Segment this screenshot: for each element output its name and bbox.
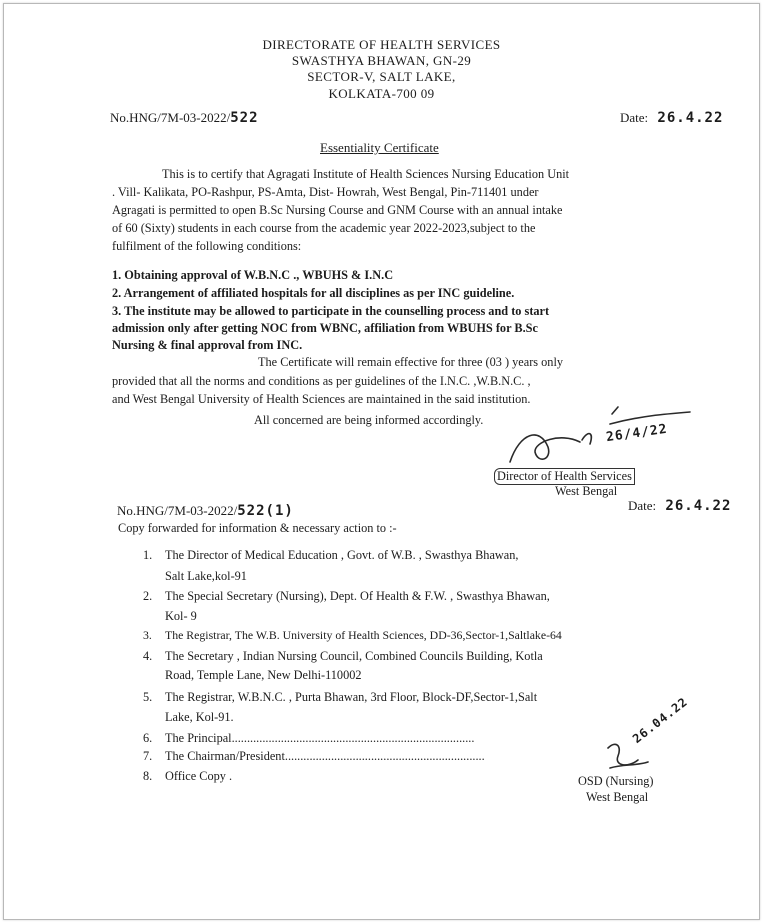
certificate-title: Essentiality Certificate — [320, 140, 439, 155]
condition-3-line-2: admission only after getting NOC from WBNC, affiliation from WBUHS for B.Sc — [112, 321, 538, 335]
body-line-1: This is to certify that Agragati Institute of Health Sciences Nursing Education Unit — [162, 167, 570, 181]
header-line-1: DIRECTORATE OF HEALTH SERVICES — [262, 37, 501, 52]
recipient-1: 1. The Director of Medical Education , Govt. of W.B. , Swasthya Bhawan, — [143, 548, 519, 562]
recipient-4-line-2: Road, Temple Lane, New Delhi-110002 — [165, 668, 362, 682]
recipient-6: 6. The Principal............................................................................... — [143, 731, 475, 745]
condition-3-line-1: 3. The institute may be allowed to participate in the counselling process and to start — [112, 304, 550, 318]
recipient-7: 7. The Chairman/President................................................................. — [143, 749, 485, 763]
recipient-4: 4. The Secretary , Indian Nursing Council, Combined Councils Building, Kotla — [143, 649, 543, 663]
informed-line: All concerned are being informed accordingly. — [254, 413, 484, 427]
recipient-3: 3. The Registrar, The W.B. University of Health Sciences, DD-36,Sector-1,Saltlake-64 — [143, 628, 562, 642]
date-1-handwritten: 26.4.22 — [657, 110, 724, 126]
director-handwritten-date: 26/4/22 — [605, 421, 669, 446]
reference-number-1-handwritten: 522 — [230, 110, 259, 126]
reference-number-2: No.HNG/7M-03-2022/522(1) — [117, 503, 294, 519]
body-line-5: fulfilment of the following conditions: — [112, 239, 302, 253]
director-place: West Bengal — [555, 484, 618, 498]
validity-line-1: The Certificate will remain effective for three (03 ) years only — [258, 355, 564, 369]
osd-title: OSD (Nursing) — [578, 774, 654, 788]
body-line-2: . Vill- Kalikata, PO-Rashpur, PS-Amta, Dist- Howrah, West Bengal, Pin-711401 under — [112, 185, 539, 199]
reference-number-1: No.HNG/7M-03-2022/522 — [110, 110, 259, 126]
reference-number-2-handwritten: 522(1) — [237, 503, 294, 519]
copy-forward-line: Copy forwarded for information & necessary action to :- — [118, 521, 397, 535]
recipient-5: 5. The Registrar, W.B.N.C. , Purta Bhawan, 3rd Floor, Block-DF,Sector-1,Salt — [143, 690, 538, 704]
date-2: Date: 26.4.22 — [628, 498, 732, 514]
header-line-2: SWASTHYA BHAWAN, GN-29 — [291, 53, 472, 68]
condition-2: 2. Arrangement of affiliated hospitals for all disciplines as per INC guideline. — [112, 286, 515, 300]
date-2-handwritten: 26.4.22 — [665, 498, 732, 514]
header-line-4: KOLKATA-700 09 — [328, 86, 435, 101]
director-title: Director of Health Services — [494, 468, 635, 485]
recipient-8: 8. Office Copy . — [143, 769, 233, 783]
osd-place: West Bengal — [586, 790, 649, 804]
validity-line-2: provided that all the norms and conditions as per guidelines of the I.N.C. ,W.B.N.C. , — [112, 374, 531, 388]
recipient-1-line-2: Salt Lake,kol-91 — [165, 569, 247, 583]
header-line-3: SECTOR-V, SALT LAKE, — [307, 69, 456, 84]
osd-handwritten-date: 26.04.22 — [630, 694, 691, 747]
validity-line-3: and West Bengal University of Health Sciences are maintained in the said institution. — [112, 392, 531, 406]
date-1: Date: 26.4.22 — [620, 110, 724, 126]
recipient-2-line-2: Kol- 9 — [165, 609, 197, 623]
body-line-3: Agragati is permitted to open B.Sc Nursing Course and GNM Course with an annual intake — [112, 203, 563, 217]
condition-1: 1. Obtaining approval of W.B.N.C ., WBUHS & I.N.C — [112, 268, 394, 282]
recipient-2: 2. The Special Secretary (Nursing), Dept. Of Health & F.W. , Swasthya Bhawan, — [143, 589, 550, 603]
body-line-4: of 60 (Sixty) students in each course from the academic year 2022-2023,subject to the — [112, 221, 536, 235]
condition-3-line-3: Nursing & final approval from INC. — [112, 338, 303, 352]
recipient-5-line-2: Lake, Kol-91. — [165, 710, 234, 724]
